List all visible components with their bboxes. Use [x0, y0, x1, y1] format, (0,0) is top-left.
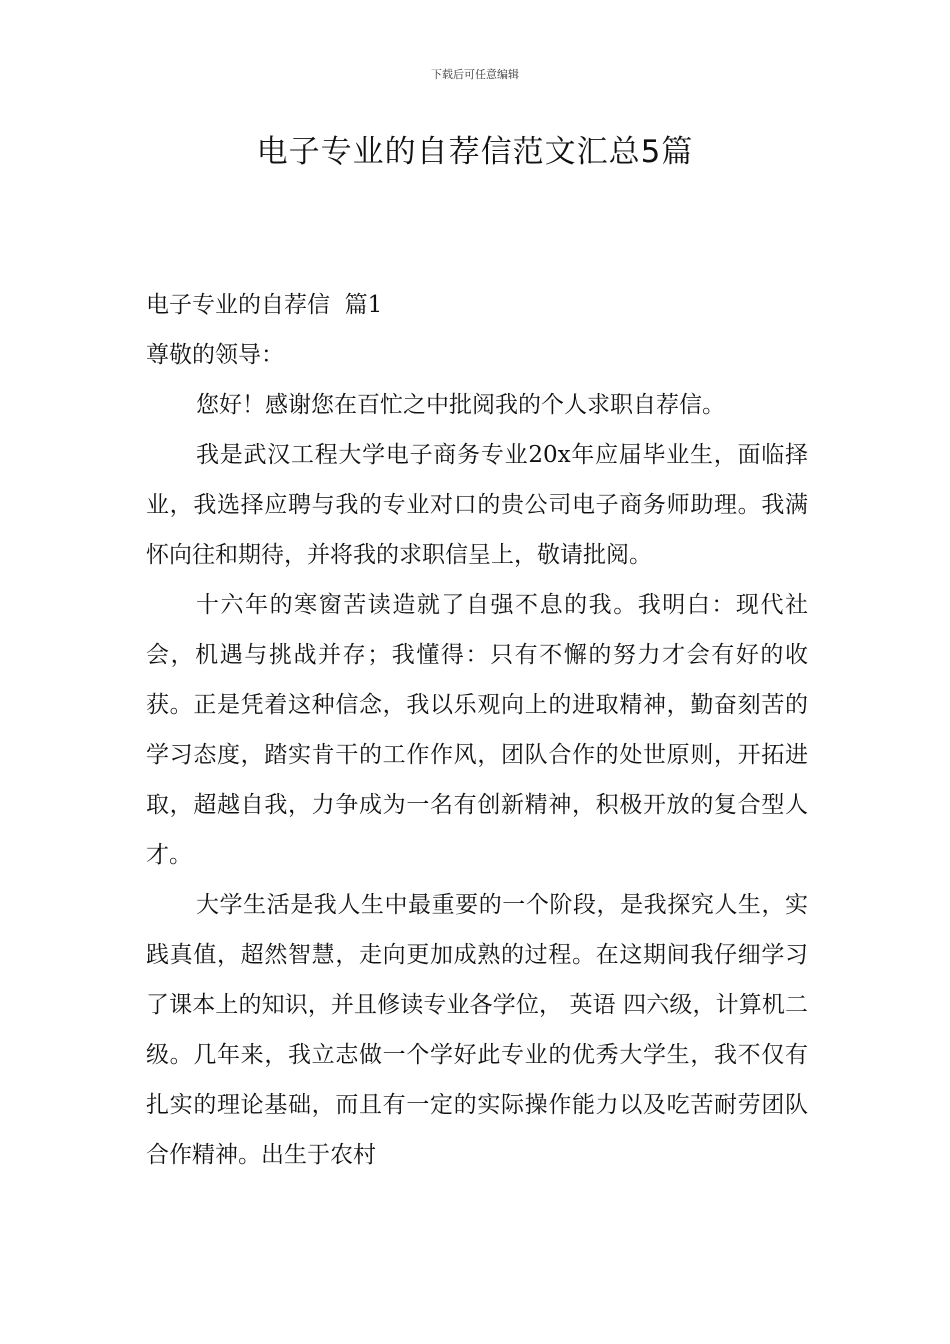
salutation: 尊敬的领导： [146, 342, 284, 368]
section-heading: 电子专业的自荐信 篇1 [146, 292, 383, 318]
document-body [146, 280, 808, 1180]
paragraph-motivation: 十六年的寒窗苦读造就了自强不息的我。我明白：现代社会，机遇与挑战并存；我懂得：只有不懈的努力才会有好的收获。正是凭着这种信念，我以乐观向上的进取精神，勤奋刻苦的学习态度，踏实肯干的工作作风，团队合作的处世原则，开拓进取，超越自我，力争成为一名有创新精神，积极开放的复合型人才。 [146, 592, 808, 868]
header-note: 下载后可任意编辑 [431, 68, 519, 81]
paragraph-introduction: 我是武汉工程大学电子商务专业20x年应届毕业生，面临择业，我选择应聘与我的专业对口的贵公司电子商务师助理。我满怀向往和期待，并将我的求职信呈上，敬请批阅。 [146, 442, 808, 568]
document-title: 电子专业的自荐信范文汇总5篇 [256, 134, 694, 170]
paragraph-greeting: 您好！感谢您在百忙之中批阅我的个人求职自荐信。 [196, 392, 725, 418]
paragraph-university-life: 大学生活是我人生中最重要的一个阶段，是我探究人生，实践真值，超然智慧，走向更加成熟的过程。在这期间我仔细学习了课本上的知识，并且修读专业各学位， 英语 四六级，计算机二级。几年来，我立志做一个学好此专业的优秀大学生，我不仅有扎实的理论基础，而且有一定的实际操作能力以及吃苦耐劳团队合作精神。出生于农村 [146, 892, 808, 1168]
